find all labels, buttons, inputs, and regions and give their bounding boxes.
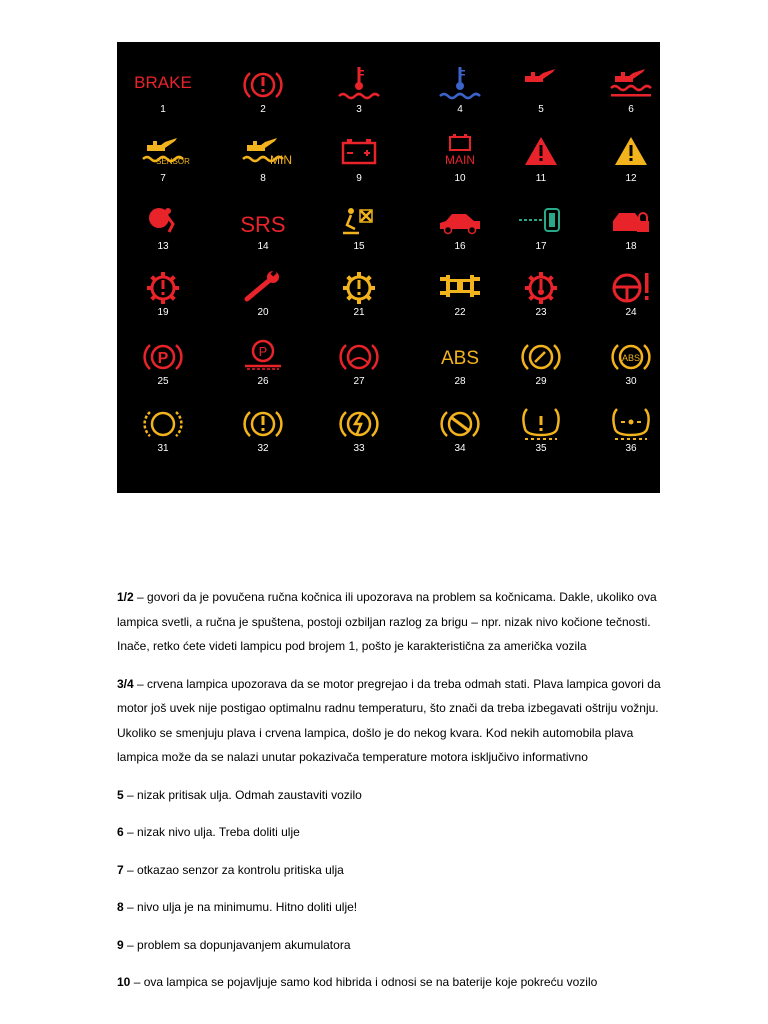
paragraph-number: 1/2 [117,590,134,604]
svg-text:ABS: ABS [621,353,641,363]
svg-text:MIN: MIN [270,153,292,167]
warning-light-number: 30 [625,376,637,387]
engine-temperature-cold-icon [430,62,490,108]
warning-light-number: 3 [356,104,362,115]
brake-warning-icon [233,62,293,108]
abs-circle-icon [601,334,661,380]
paragraph-text: – nizak pritisak ulja. Odmah zaustaviti vozilo [123,787,362,802]
warning-light-8 [233,131,293,191]
oil-pressure-icon [511,62,571,108]
warning-light-29 [511,334,571,394]
svg-text:P: P [258,344,268,359]
drivetrain-icon [430,265,490,311]
warning-light-5 [511,62,571,122]
warning-light-number: 28 [454,376,466,387]
paragraph [117,783,662,808]
warning-light-13 [133,199,193,259]
wrench-icon [233,265,293,311]
electric-brake-icon [329,401,389,447]
warning-light-number: 29 [535,376,547,387]
paragraph [117,895,662,920]
transmission-red-icon [133,265,193,311]
warning-light-7 [133,131,193,191]
warning-light-number: 8 [260,173,266,184]
paragraph [117,820,662,845]
svg-text:BRAKE: BRAKE [134,73,192,92]
warning-light-24 [601,265,661,325]
paragraph [117,933,662,958]
warning-light-number: 33 [353,443,365,454]
warning-light-number: 20 [257,307,269,318]
tire-pressure-icon [511,401,571,447]
brake-text-icon [133,62,193,108]
transmission-temperature-icon [511,265,571,311]
steering-warning-icon [601,265,661,311]
hybrid-battery-icon [430,131,490,177]
warning-light-number: 18 [625,241,637,252]
warning-light-25 [133,334,193,394]
oil-min-icon [233,131,293,177]
warning-light-35 [511,401,571,461]
warning-light-16 [430,199,490,259]
brake-disabled-icon [430,401,490,447]
warning-light-number: 23 [535,307,547,318]
paragraph-number: 7 [117,862,124,877]
paragraph-text: – ova lampica se pojavljuje samo kod hibrida i odnosi se na baterije koje pokreću vozilo [130,975,598,989]
warning-light-18 [601,199,661,259]
warning-light-number: 14 [257,241,269,252]
paragraph-number: 3/4 [117,676,134,691]
warning-triangle-amber-icon [601,131,661,177]
warning-light-14 [233,199,293,259]
engine-temperature-hot-icon [329,62,389,108]
warning-light-number: 11 [535,173,547,184]
paragraph-text: – govori da je povučena ručna kočnica ili upozorava na problem sa kočnicama. Dakle, ukoliko ova lampica svetli, a ručna je spuštena, postoji ozbiljan razlog za brigu – npr. nizak nivo kočione tečnosti. Inače, retko ćete videti lampicu pod brojem 1, pošto je karakteristična za američka vozila [117,590,657,653]
warning-light-9 [329,131,389,191]
warning-light-number: 31 [157,443,169,454]
svg-text:SENSOR: SENSOR [156,157,190,166]
warning-light-number: 4 [457,104,463,115]
paragraph-number: 10 [117,975,131,989]
warning-light-27 [329,334,389,394]
warning-light-33 [329,401,389,461]
warning-light-20 [233,265,293,325]
battery-icon [329,131,389,177]
warning-light-number: 26 [257,376,269,387]
passenger-airbag-off-icon [329,199,389,245]
airbag-icon [133,199,193,245]
warning-light-number: 1 [160,104,166,115]
warning-light-number: 10 [454,173,466,184]
warning-light-number: 15 [353,241,365,252]
warning-light-32 [233,401,293,461]
svg-text:SRS: SRS [240,212,286,237]
warning-light-28 [430,334,490,394]
warning-light-6 [601,62,661,122]
warning-light-number: 24 [625,307,637,318]
paragraph-text: – nivo ulja je na minimumu. Hitno doliti ulje! [123,900,358,914]
warning-light-4 [430,62,490,122]
warning-light-number: 9 [356,173,362,184]
warning-light-34 [430,401,490,461]
brake-warning-amber-icon [233,401,293,447]
oil-sensor-icon [133,131,193,177]
warning-light-36 [601,401,661,461]
tire-pressure-alt-icon [601,401,661,447]
paragraph-number: 5 [117,787,124,802]
warning-light-number: 5 [538,104,544,115]
car-lock-icon [601,199,661,245]
svg-text:ABS: ABS [440,348,480,369]
brake-pad-icon [329,334,389,380]
warning-light-22 [430,265,490,325]
warning-light-11 [511,131,571,191]
abs-text-icon [430,334,490,380]
warning-light-number: 32 [257,443,269,454]
paragraph-number: 6 [117,825,124,839]
transmission-amber-icon [329,265,389,311]
paragraph [117,585,662,659]
brake-assist-icon [511,334,571,380]
warning-light-15 [329,199,389,259]
warning-light-30 [601,334,661,394]
paragraph [117,970,662,995]
car-icon [430,199,490,245]
description-text [117,585,662,1008]
warning-light-number: 35 [535,443,547,454]
paragraph-number: 9 [117,937,124,952]
svg-text:P: P [157,350,169,367]
warning-light-number: 34 [454,443,466,454]
paragraph-text: – problem sa dopunjavanjem akumulatora [123,937,351,952]
warning-light-number: 7 [160,173,166,184]
warning-light-19 [133,265,193,325]
warning-light-31 [133,401,193,461]
warning-light-12 [601,131,661,191]
warning-light-number: 22 [454,307,466,318]
warning-light-3 [329,62,389,122]
warning-light-26 [233,334,293,394]
paragraph-number: 8 [117,900,124,914]
warning-light-number: 13 [157,241,169,252]
key-icon [511,199,571,245]
warning-triangle-red-icon [511,131,571,177]
parking-brake-lining-icon [233,334,293,380]
warning-light-number: 25 [157,376,169,387]
warning-lights-panel [117,42,660,493]
warning-light-number: 16 [454,241,466,252]
warning-light-number: 12 [625,173,637,184]
warning-light-number: 36 [625,443,637,454]
paragraph-text: – crvena lampica upozorava da se motor pregrejao i da treba odmah stati. Plava lampica govori da motor još uvek nije postigao optimalnu radnu temperaturu, što znači da treba izbegavati oštriju vožnju. Ukoliko se smenjuju plava i crvena lampica, došlo je do nekog kvara. Kod nekih automobila plava lampica može da se nalazi unutar pokazivača temperature motora isključivo informativno [117,676,661,764]
warning-light-number: 27 [353,376,365,387]
oil-level-icon [601,62,661,108]
warning-light-number: 21 [353,307,365,318]
paragraph-text: – otkazao senzor za kontrolu pritiska ulja [123,862,344,877]
warning-light-number: 2 [260,104,266,115]
svg-text:MAIN: MAIN [445,153,475,167]
paragraph [117,858,662,883]
warning-light-1 [133,62,193,122]
warning-light-number: 19 [157,307,169,318]
brake-pad-wear-icon [133,401,193,447]
warning-light-number: 6 [628,104,634,115]
warning-light-number: 17 [535,241,547,252]
warning-light-10 [430,131,490,191]
warning-light-2 [233,62,293,122]
paragraph [117,672,662,770]
srs-icon [233,199,293,245]
parking-brake-icon [133,334,193,380]
warning-light-21 [329,265,389,325]
paragraph-text: – nizak nivo ulja. Treba doliti ulje [123,825,300,839]
warning-light-23 [511,265,571,325]
warning-light-17 [511,199,571,259]
